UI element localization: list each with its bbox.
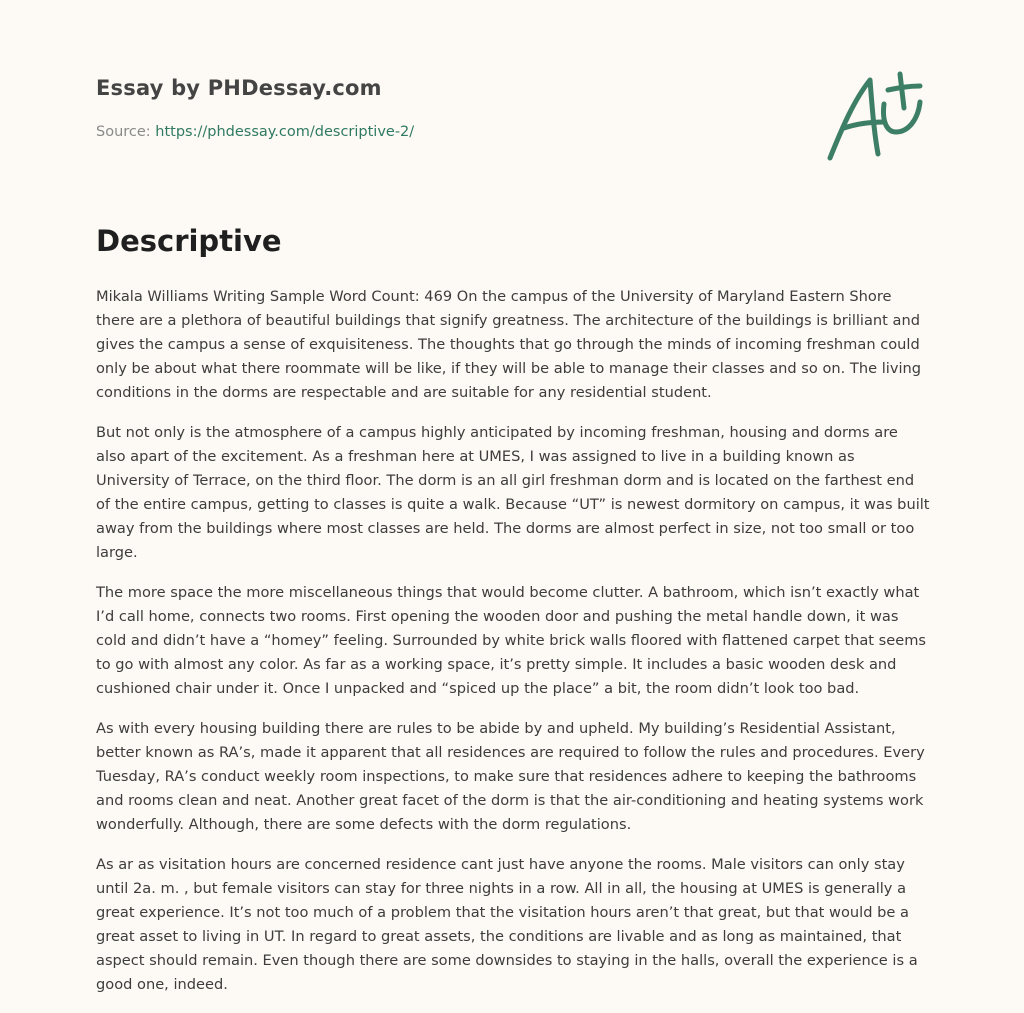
source-link[interactable]: https://phdessay.com/descriptive-2/ — [155, 124, 415, 140]
paragraph: As with every housing building there are rules to be abide by and upheld. My building’s Residential Assistant, better known as RA’s, made it apparent that all residences are required to follow the rules and procedures. Every Tuesday, RA’s conduct weekly room inspections, to make sure that residences adhere to keeping the bathrooms and rooms clean and neat. Another great facet of the dorm is that the air-conditioning and heating systems work wonderfully. Although, there are some defects with the dorm regulations. — [96, 720, 925, 833]
paragraph: As ar as visitation hours are concerned residence cant just have anyone the rooms. Male visitors can only stay until 2a. m. , but female visitors can stay for three nights in a row. All in all, the housing at UMES is generally a great experience. It’s not too much of a problem that the visitation hours aren’t that great, but that would be a great asset to living in UT. In regard to great assets, the conditions are livable and as long as maintained, that aspect should remain. Even though there are some downsides to staying in the halls, overall the experience is a good one, indeed. — [96, 856, 918, 993]
source-line — [96, 124, 414, 140]
source-label: Source: — [96, 124, 151, 140]
paragraph: But not only is the atmosphere of a campus highly anticipated by incoming freshman, housing and dorms are also apart of the excitement. As a freshman here at UMES, I was assigned to live in a building known as University of Terrace, on the third floor. The dorm is an all girl freshman dorm and is located on the farthest end of the entire campus, getting to classes is quite a walk. Because “UT” is newest dormitory on campus, it was built away from the buildings where most classes are held. The dorms are almost perfect in size, not too small or too large. — [96, 424, 930, 561]
site-title: Essay by PHDessay.com — [96, 76, 382, 100]
essay-body — [96, 285, 930, 1013]
document-title: Descriptive — [96, 224, 282, 258]
paragraph: The more space the more miscellaneous things that would become clutter. A bathroom, which isn’t exactly what I’d call home, connects two rooms. First opening the wooden door and pushing the metal handle down, it was cold and didn’t have a “homey” feeling. Surrounded by white brick walls floored with flattened carpet that seems to go with almost any color. As far as a working space, it’s pretty simple. It includes a basic wooden desk and cushioned chair under it. Once I unpacked and “spiced up the place” a bit, the room didn’t look too bad. — [96, 584, 927, 697]
paragraph: Mikala Williams Writing Sample Word Count: 469 On the campus of the University of Maryland Eastern Shore there are a plethora of beautiful buildings that signify greatness. The architecture of the buildings is brilliant and gives the campus a sense of exquisiteness. The thoughts that go through the minds of incoming freshman could only be about what there roommate will be like, if they will be able to manage their classes and so on. The living conditions in the dorms are respectable and are suitable for any residential student. — [96, 288, 922, 401]
a-plus-logo-icon — [820, 66, 930, 166]
